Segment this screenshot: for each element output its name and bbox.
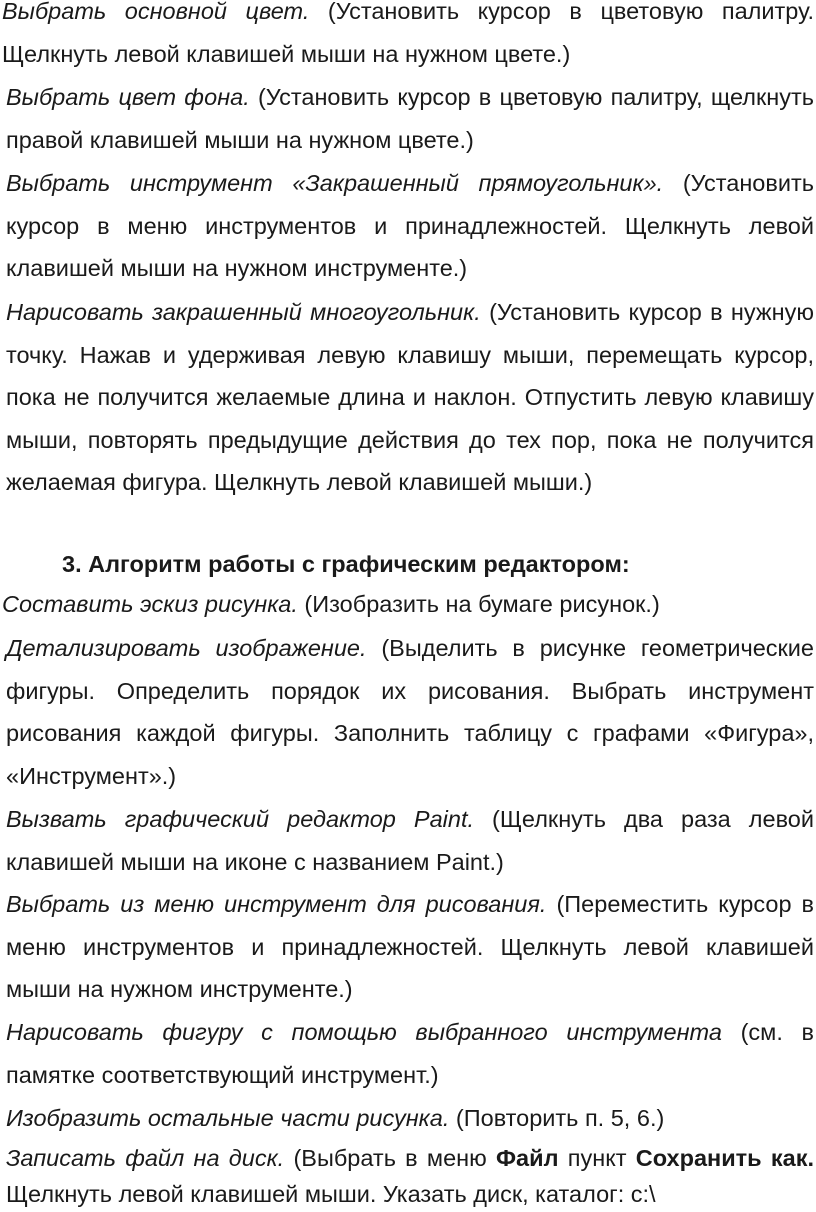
step-text: (см. в памятке соответствующий инструмент.) [6, 1019, 814, 1088]
paragraph-italic-lead: Выбрать инструмент «Закрашенный прямоугольник». [6, 170, 664, 196]
paragraph-italic-lead: Выбрать цвет фона. [6, 84, 250, 110]
step-choose-tool [6, 883, 814, 1011]
step-text: Щелкнуть левой клавишей мыши. Указать диск, каталог: c:\ [6, 1181, 656, 1207]
step-italic-lead: Записать файл на диск. [6, 1145, 285, 1171]
step-draw-remaining-parts [6, 1097, 814, 1140]
step-italic-lead: Вызвать графический редактор Paint. [6, 806, 475, 832]
step-text: (Изобразить на бумаге рисунок.) [297, 591, 660, 617]
section-heading: 3. Алгоритм работы с графическим редактором: [62, 551, 630, 577]
paragraph-select-main-color [2, 0, 814, 75]
step-launch-paint [6, 798, 814, 883]
paragraph-text: (Установить курсор в нужную точку. Нажав и удерживая левую клавишу мыши, перемещать курсор, пока не получится желаемые длина и наклон. Отпустить левую клавишу мыши, повторять предыдущие действия до тех пор, пока не получится желаемая фигура. Щелкнуть левой клавишей мыши.) [6, 299, 814, 496]
step-italic-lead: Нарисовать фигуру с помощью выбранного инструмента [6, 1019, 722, 1045]
paragraph-select-background-color [6, 76, 814, 161]
paragraph-text: (Установить курсор в меню инструментов и принадлежностей. Щелкнуть левой клавишей мыши на нужном инструменте.) [6, 170, 814, 282]
paragraph-draw-filled-polygon [6, 291, 814, 504]
step-detail-image [6, 627, 814, 797]
paragraph-text: (Установить курсор в цветовую палитру, щелкнуть правой клавишей мыши на нужном цвете.) [6, 84, 814, 153]
step-text: (Щелкнуть два раза левой клавишей мыши на иконе с названием Paint.) [6, 806, 814, 875]
step-italic-lead: Детализировать изображение. [6, 635, 367, 661]
step-text: пункт [558, 1145, 636, 1171]
menu-file-label: Файл [496, 1145, 559, 1171]
step-save-file [6, 1140, 814, 1212]
step-italic-lead: Выбрать из меню инструмент для рисования. [6, 891, 547, 917]
step-italic-lead: Изобразить остальные части рисунка. [6, 1105, 450, 1131]
step-text: (Переместить курсор в меню инструментов и принадлежностей. Щелкнуть левой клавишей мыши на нужном инструменте.) [6, 891, 814, 1003]
paragraph-select-filled-rectangle-tool [6, 162, 814, 290]
paragraph-italic-lead: Нарисовать закрашенный многоугольник. [6, 299, 481, 325]
step-text: (Выделить в рисунке геометрические фигуры. Определить порядок их рисования. Выбрать инструмент рисования каждой фигуры. Заполнить таблицу с графами «Фигура», «Инструмент».) [6, 635, 814, 789]
step-text: (Выбрать в меню [284, 1145, 496, 1171]
step-sketch [2, 583, 814, 626]
menu-save-as-label: Сохранить как. [635, 1145, 814, 1171]
paragraph-italic-lead: Выбрать основной цвет. [2, 0, 310, 24]
step-text: (Повторить п. 5, 6.) [449, 1105, 665, 1131]
paragraph-text: (Установить курсор в цветовую палитру. Щелкнуть левой клавишей мыши на нужном цвете.) [2, 0, 815, 67]
step-draw-shape [6, 1011, 814, 1096]
step-italic-lead: Составить эскиз рисунка. [2, 591, 298, 617]
